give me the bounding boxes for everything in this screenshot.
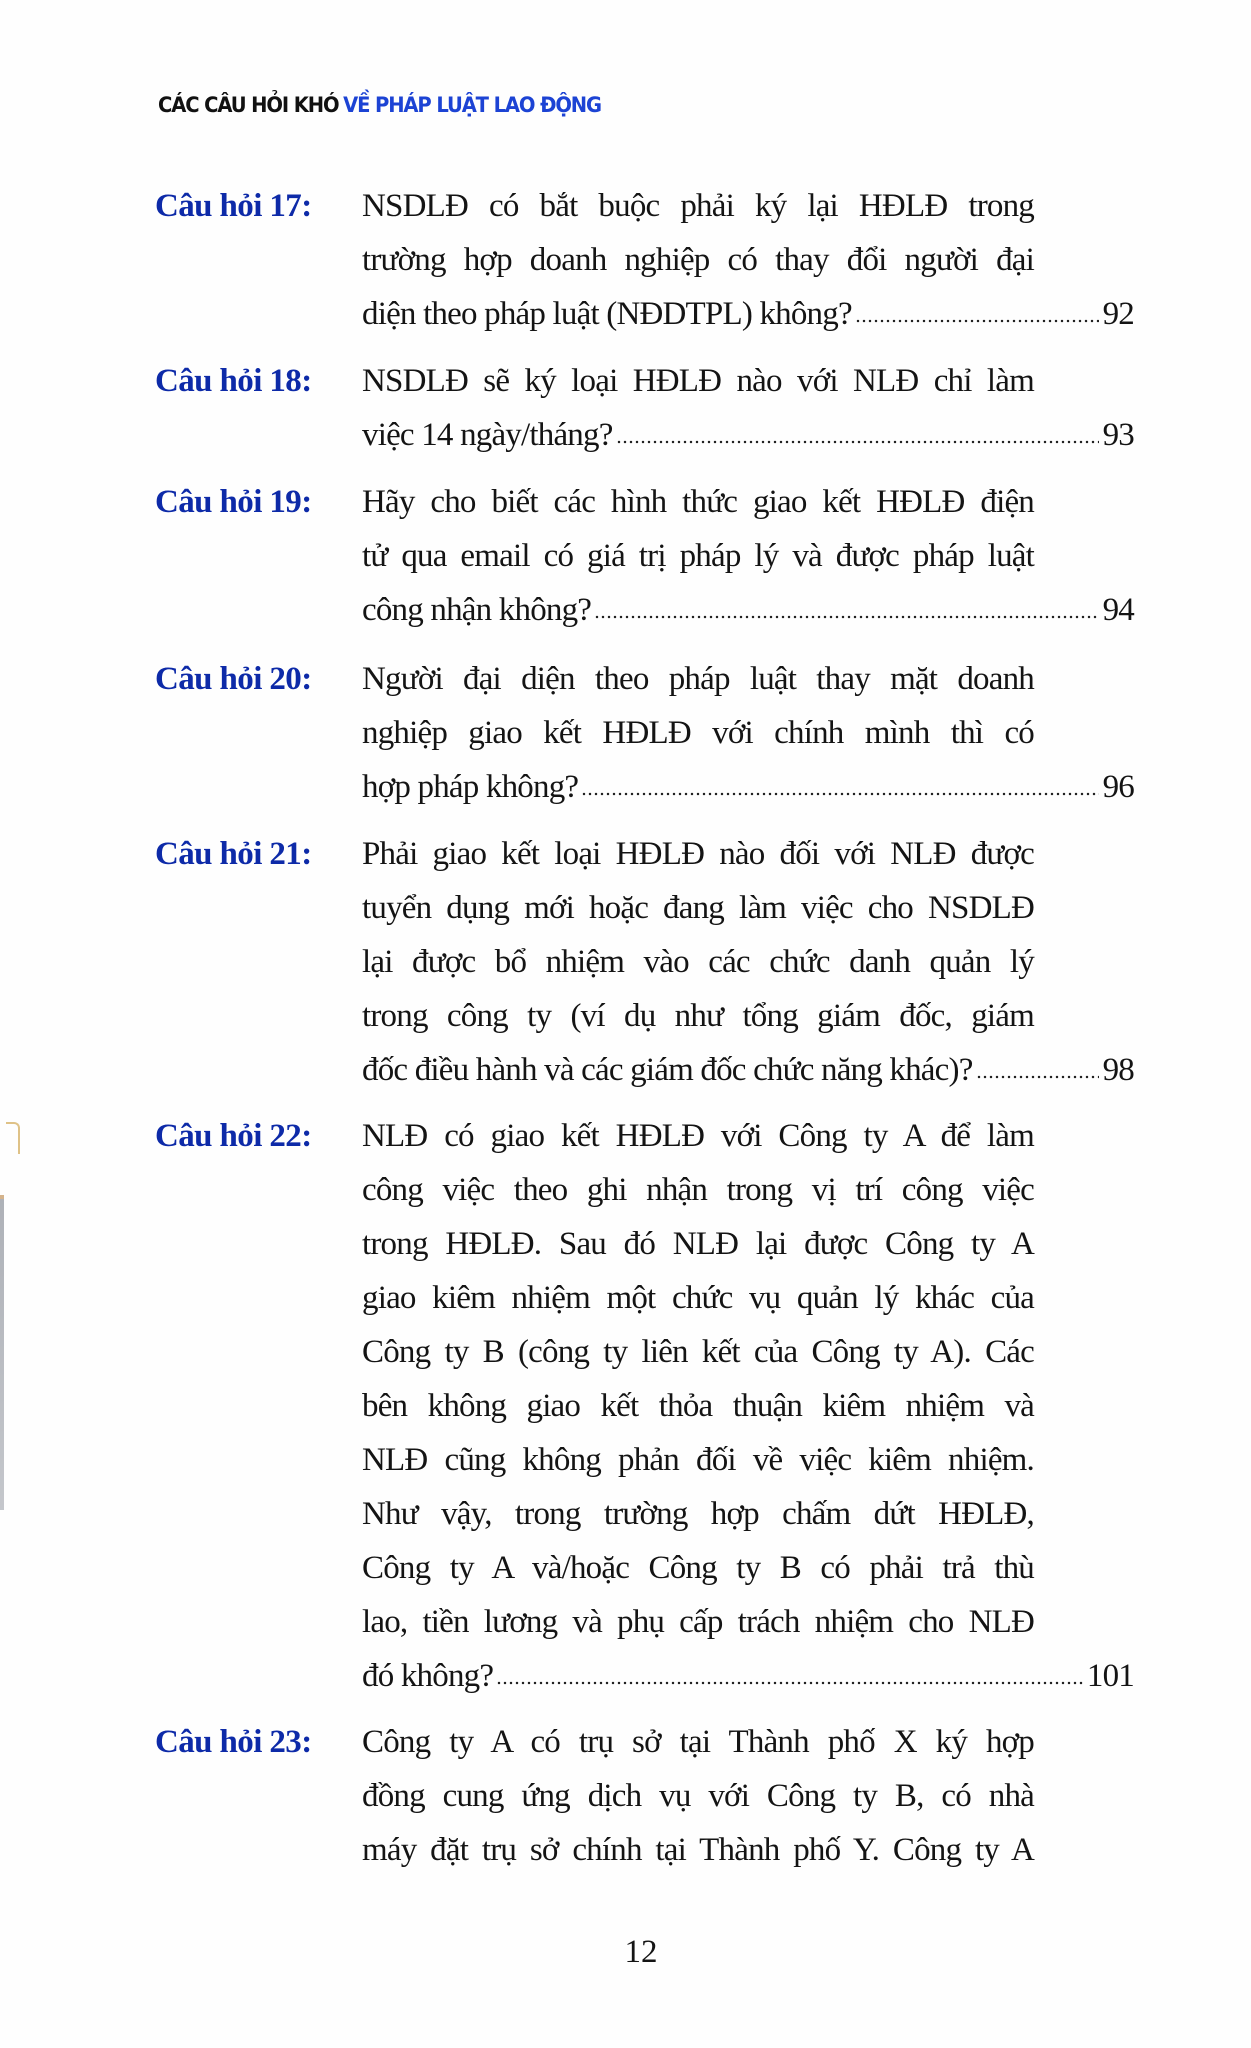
question-line-last [362, 287, 1134, 341]
page-edge-strip [0, 1195, 4, 1510]
question-line: công việc theo ghi nhận trong vị trí công việc [362, 1172, 1034, 1208]
page-ref[interactable]: 93 [1102, 417, 1134, 453]
question-label: Câu hỏi 23: [155, 1724, 312, 1760]
question-line: công nhận không? [362, 592, 592, 628]
running-header-part1: CÁC CÂU HỎI KHÓ [158, 93, 339, 117]
question-line: trong công ty (ví dụ như tổng giám đốc, giám [362, 998, 1034, 1034]
question-label: Câu hỏi 21: [155, 836, 312, 872]
question-line: NSDLĐ có bắt buộc phải ký lại HĐLĐ trong [362, 188, 1034, 224]
question-line: NSDLĐ sẽ ký loại HĐLĐ nào với NLĐ chỉ làm [362, 363, 1034, 399]
page-ref[interactable]: 101 [1086, 1658, 1134, 1694]
page-ref[interactable]: 98 [1102, 1052, 1134, 1088]
question-line: hợp pháp không? [362, 769, 579, 805]
question-line: giao kiêm nhiệm một chức vụ quản lý khác của [362, 1280, 1034, 1316]
question-line: NLĐ cũng không phản đối về việc kiêm nhiệm. [362, 1442, 1034, 1478]
question-line: Người đại diện theo pháp luật thay mặt doanh [362, 661, 1034, 697]
question-line: Công ty A và/hoặc Công ty B có phải trả thù [362, 1550, 1034, 1586]
question-line: tuyển dụng mới hoặc đang làm việc cho NSDLĐ [362, 890, 1034, 926]
question-line: đó không? [362, 1658, 494, 1694]
question-text [362, 827, 1137, 1097]
question-line: Hãy cho biết các hình thức giao kết HĐLĐ điện [362, 484, 1034, 520]
question-line: việc 14 ngày/tháng? [362, 417, 613, 453]
question-label: Câu hỏi 19: [155, 484, 312, 520]
question-line: tử qua email có giá trị pháp lý và được pháp luật [362, 538, 1034, 574]
page-edge-mark [6, 1122, 20, 1154]
question-line: lao, tiền lương và phụ cấp trách nhiệm cho NLĐ [362, 1604, 1034, 1640]
question-label: Câu hỏi 20: [155, 661, 312, 697]
question-line: đồng cung ứng dịch vụ với Công ty B, có nhà [362, 1778, 1034, 1814]
question-line-last [362, 760, 1134, 814]
dot-leader [976, 1070, 1099, 1080]
question-line: Công ty A có trụ sở tại Thành phố X ký hợp [362, 1724, 1034, 1760]
dot-leader [616, 435, 1099, 445]
question-line: trong HĐLĐ. Sau đó NLĐ lại được Công ty A [362, 1226, 1034, 1262]
question-line-last [362, 1649, 1134, 1703]
question-text [362, 1715, 1137, 1877]
question-text [362, 1109, 1137, 1703]
page-ref[interactable]: 96 [1102, 769, 1134, 805]
page-number: 12 [624, 1934, 658, 1970]
question-line-last [362, 1043, 1134, 1097]
running-header-part2: VỀ PHÁP LUẬT LAO ĐỘNG [343, 93, 601, 117]
question-line: Phải giao kết loại HĐLĐ nào đối với NLĐ được [362, 836, 1034, 872]
dot-leader [594, 610, 1098, 620]
question-line: máy đặt trụ sở chính tại Thành phố Y. Công ty A [362, 1832, 1034, 1868]
question-line-last [362, 583, 1134, 637]
dot-leader [581, 787, 1098, 797]
page-ref[interactable]: 92 [1102, 296, 1134, 332]
question-text [362, 475, 1137, 637]
question-label: Câu hỏi 17: [155, 188, 312, 224]
question-line: diện theo pháp luật (NĐDTPL) không? [362, 296, 852, 332]
question-line: lại được bổ nhiệm vào các chức danh quản lý [362, 944, 1034, 980]
question-label: Câu hỏi 18: [155, 363, 312, 399]
question-line: NLĐ có giao kết HĐLĐ với Công ty A để làm [362, 1118, 1034, 1154]
question-line: bên không giao kết thỏa thuận kiêm nhiệm và [362, 1388, 1034, 1424]
page-ref[interactable]: 94 [1102, 592, 1134, 628]
dot-leader [496, 1676, 1083, 1686]
question-line: trường hợp doanh nghiệp có thay đổi người đại [362, 242, 1034, 278]
question-text [362, 652, 1137, 814]
question-line-last [362, 408, 1134, 462]
question-text [362, 354, 1137, 462]
question-line: nghiệp giao kết HĐLĐ với chính mình thì có [362, 715, 1034, 751]
dot-leader [855, 314, 1099, 324]
question-text [362, 179, 1137, 341]
question-line: Công ty B (công ty liên kết của Công ty A). Các [362, 1334, 1034, 1370]
question-label: Câu hỏi 22: [155, 1118, 312, 1154]
question-line: đốc điều hành và các giám đốc chức năng khác)? [362, 1052, 973, 1088]
running-header [158, 90, 601, 120]
question-line: Như vậy, trong trường hợp chấm dứt HĐLĐ, [362, 1496, 1034, 1532]
